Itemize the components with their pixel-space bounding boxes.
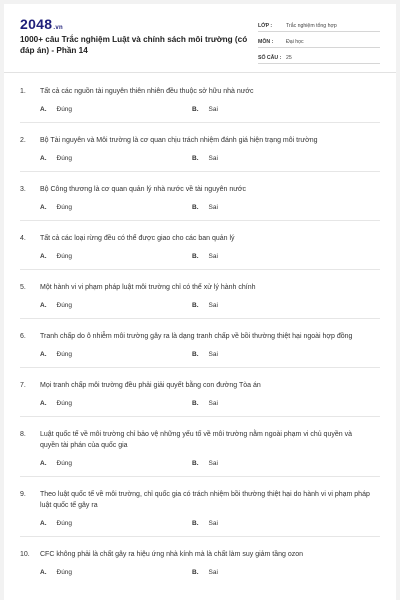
option-a[interactable] [20, 351, 192, 358]
option-b[interactable] [192, 302, 218, 309]
question-item [4, 172, 396, 221]
option-a[interactable] [20, 155, 192, 162]
meta-value: Trắc nghiệm tổng hợp [286, 23, 337, 29]
option-letter: B. [192, 520, 199, 527]
question-number: 1. [20, 88, 26, 95]
question-item [4, 270, 396, 319]
option-letter: B. [192, 155, 199, 162]
option-a[interactable] [20, 460, 192, 467]
option-letter: B. [192, 400, 199, 407]
meta-label: SỐ CÂU : [258, 55, 282, 61]
option-label: Đúng [56, 302, 73, 309]
option-label: Đúng [56, 253, 73, 260]
option-label: Đúng [56, 520, 73, 527]
option-letter: A. [40, 302, 47, 309]
question-item [4, 477, 396, 537]
option-letter: B. [192, 204, 199, 211]
option-label: Đúng [56, 204, 73, 211]
site-logo[interactable] [20, 16, 63, 32]
question-number: 10. [20, 551, 30, 558]
option-letter: A. [40, 569, 47, 576]
option-b[interactable] [192, 253, 218, 260]
question-item [4, 537, 396, 576]
question-text: Bộ Công thương là cơ quan quản lý nhà nước về tài nguyên nước [40, 186, 246, 193]
question-number: 3. [20, 186, 26, 193]
option-label: Sai [208, 520, 218, 527]
question-number: 2. [20, 137, 26, 144]
option-letter: A. [40, 400, 47, 407]
option-label: Sai [208, 460, 218, 467]
option-letter: A. [40, 204, 47, 211]
option-letter: B. [192, 253, 199, 260]
question-item [4, 74, 396, 123]
meta-row-subject [258, 32, 380, 48]
option-letter: B. [192, 569, 199, 576]
question-number: 4. [20, 235, 26, 242]
logo-text: 2048 [20, 16, 53, 32]
question-item [4, 319, 396, 368]
meta-info [258, 16, 380, 64]
meta-row-count [258, 48, 380, 64]
option-letter: B. [192, 302, 199, 309]
option-letter: A. [40, 460, 47, 467]
option-letter: A. [40, 106, 47, 113]
question-item [4, 417, 396, 477]
option-letter: B. [192, 460, 199, 467]
option-a[interactable] [20, 253, 192, 260]
question-item [4, 123, 396, 172]
option-a[interactable] [20, 400, 192, 407]
question-text: Luật quốc tế về môi trường chỉ bảo vệ những yếu tố về môi trường nằm ngoài phạm vi chủ quyền và quyền tài phán của quốc gia [40, 431, 352, 449]
question-item [4, 221, 396, 270]
option-letter: A. [40, 520, 47, 527]
option-b[interactable] [192, 520, 218, 527]
option-b[interactable] [192, 106, 218, 113]
option-letter: A. [40, 253, 47, 260]
option-label: Đúng [56, 569, 73, 576]
option-b[interactable] [192, 569, 218, 576]
question-number: 8. [20, 431, 26, 438]
question-number: 7. [20, 382, 26, 389]
question-text: Tranh chấp do ô nhiễm môi trường gây ra là dạng tranh chấp về bồi thường thiệt hại ngoài hợp đồng [40, 333, 353, 340]
meta-row-class [258, 16, 380, 32]
option-letter: A. [40, 351, 47, 358]
meta-label: MÔN : [258, 39, 274, 45]
option-label: Sai [208, 569, 218, 576]
document-page [4, 4, 396, 600]
meta-value: Đại học [286, 39, 304, 45]
option-label: Sai [208, 204, 218, 211]
question-list [4, 74, 396, 576]
option-label: Sai [208, 351, 218, 358]
option-a[interactable] [20, 106, 192, 113]
question-text: Theo luật quốc tế về môi trường, chỉ quốc gia có trách nhiệm bồi thường thiệt hại do hành vi vi phạm pháp luật quốc tế gây ra [40, 491, 370, 509]
option-label: Đúng [56, 351, 73, 358]
logo-suffix: .vn [53, 25, 63, 31]
header-divider [4, 72, 396, 73]
question-number: 6. [20, 333, 26, 340]
option-label: Sai [208, 302, 218, 309]
question-number: 5. [20, 284, 26, 291]
page-header [4, 4, 396, 68]
option-a[interactable] [20, 569, 192, 576]
option-b[interactable] [192, 204, 218, 211]
option-label: Sai [208, 253, 218, 260]
option-label: Sai [208, 106, 218, 113]
option-a[interactable] [20, 204, 192, 211]
option-label: Sai [208, 155, 218, 162]
question-text: Tất cả các loại rừng đều có thể được giao cho các ban quản lý [40, 235, 235, 242]
option-b[interactable] [192, 400, 218, 407]
question-text: Bộ Tài nguyên và Môi trường là cơ quan chịu trách nhiệm đánh giá hiện trạng môi trường [40, 137, 318, 144]
meta-label: LỚP : [258, 23, 273, 29]
option-b[interactable] [192, 155, 218, 162]
question-number: 9. [20, 491, 26, 498]
option-a[interactable] [20, 302, 192, 309]
option-b[interactable] [192, 460, 218, 467]
option-label: Sai [208, 400, 218, 407]
option-letter: B. [192, 351, 199, 358]
question-text: Một hành vi vi phạm pháp luật môi trường chỉ có thể xử lý hành chính [40, 284, 256, 291]
option-b[interactable] [192, 351, 218, 358]
option-label: Đúng [56, 155, 73, 162]
page-title: 1000+ câu Trắc nghiệm Luật và chính sách môi trường (có đáp án) - Phần 14 [20, 35, 248, 55]
option-letter: B. [192, 106, 199, 113]
question-text: Mọi tranh chấp môi trường đều phải giải quyết bằng con đường Tòa án [40, 382, 261, 389]
question-item [4, 368, 396, 417]
option-label: Đúng [56, 460, 73, 467]
option-label: Đúng [56, 400, 73, 407]
question-text: CFC không phải là chất gây ra hiệu ứng nhà kính mà là chất làm suy giảm tầng ozon [40, 551, 304, 558]
option-a[interactable] [20, 520, 192, 527]
question-text: Tất cả các nguồn tài nguyên thiên nhiên đều thuộc sở hữu nhà nước [40, 88, 254, 95]
option-letter: A. [40, 155, 47, 162]
meta-value: 25 [286, 55, 292, 61]
option-label: Đúng [56, 106, 73, 113]
